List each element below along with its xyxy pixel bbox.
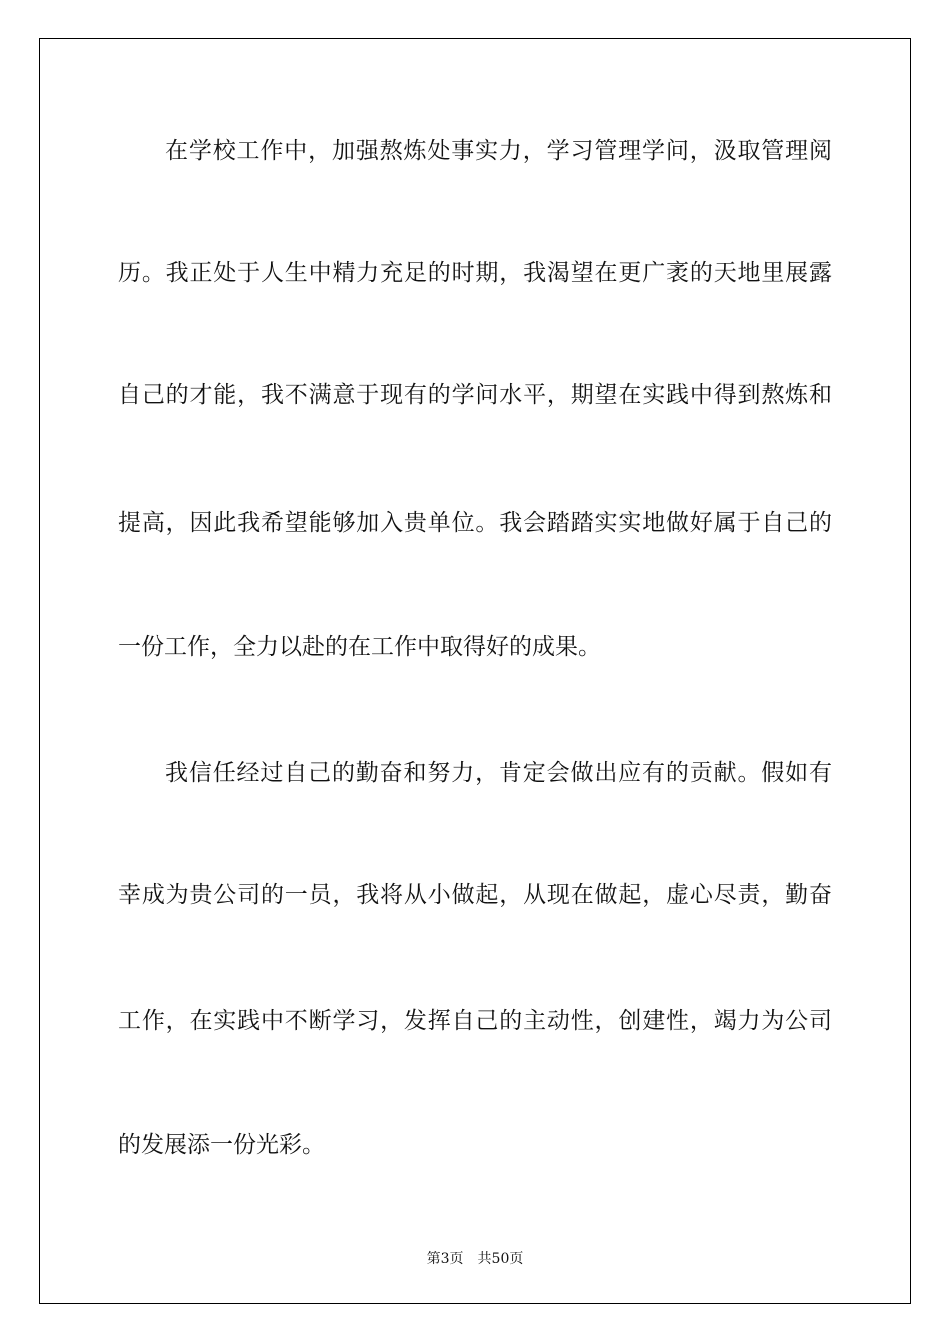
paragraph-line: 的发展添一份光彩。 <box>118 1132 325 1158</box>
page-border <box>39 38 911 1304</box>
paragraph-line: 我信任经过自己的勤奋和努力，肯定会做出应有的贡献。假如有 <box>165 760 832 786</box>
paragraph-line: 在学校工作中，加强熬炼处事实力，学习管理学问，汲取管理阅 <box>165 138 832 164</box>
paragraph-line: 历。我正处于人生中精力充足的时期，我渴望在更广袤的天地里展露 <box>118 260 832 286</box>
paragraph-line: 一份工作，全力以赴的在工作中取得好的成果。 <box>118 634 601 660</box>
paragraph-line: 自己的才能，我不满意于现有的学问水平，期望在实践中得到熬炼和 <box>118 382 832 408</box>
paragraph-line: 提高，因此我希望能够加入贵单位。我会踏踏实实地做好属于自己的 <box>118 510 832 536</box>
total-pages: 共50页 <box>477 1251 524 1267</box>
page-footer <box>0 1248 950 1268</box>
paragraph-line: 工作，在实践中不断学习，发挥自己的主动性，创建性，竭力为公司 <box>118 1008 832 1034</box>
page-number: 第3页 <box>426 1251 464 1267</box>
paragraph-line: 幸成为贵公司的一员，我将从小做起，从现在做起，虚心尽责，勤奋 <box>118 882 832 908</box>
